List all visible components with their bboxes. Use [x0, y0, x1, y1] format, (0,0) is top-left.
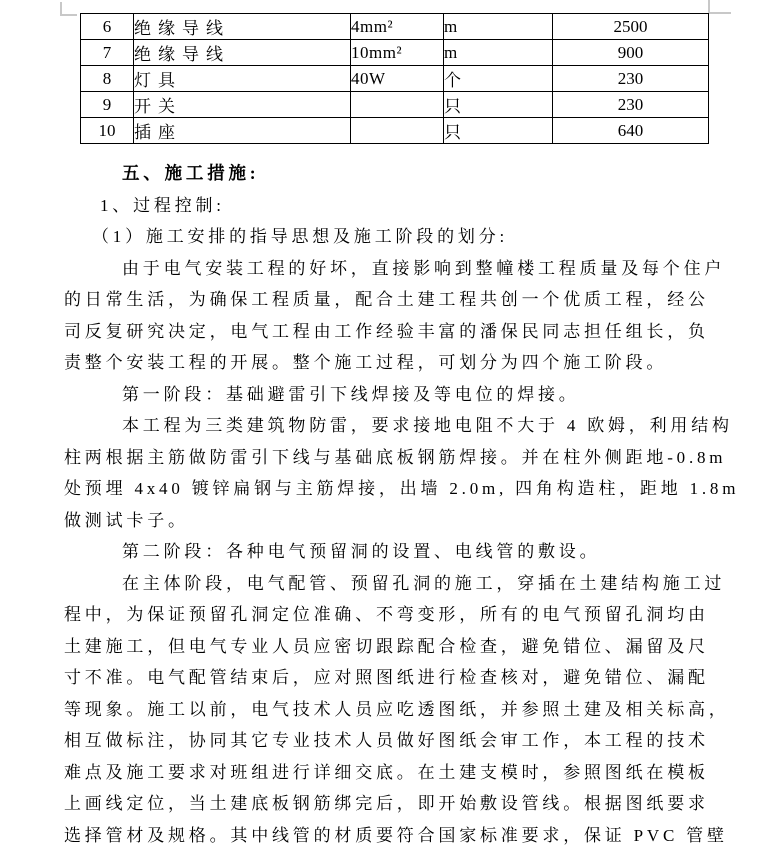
- text-line: 程中，为保证预留孔洞定位准确、不弯变形，所有的电气预留孔洞均由: [64, 605, 709, 624]
- text-line: （1）施工安排的指导思想及施工阶段的划分:: [92, 227, 509, 246]
- text-line: 第二阶段：各种电气预留洞的设置、电线管的敷设。: [122, 542, 601, 561]
- table-cell-no: 6: [81, 14, 134, 40]
- table-cell-qty: 900: [553, 40, 709, 66]
- materials-table: [80, 13, 709, 144]
- table-cell-spec: 10mm²: [351, 40, 444, 66]
- margin-mark-top-left-icon: [60, 2, 77, 16]
- table-cell-no: 8: [81, 66, 134, 92]
- text-line: 在主体阶段，电气配管、预留孔洞的施工，穿插在土建结构施工过: [122, 573, 726, 593]
- text-line: 由于电气安装工程的好坏，直接影响到整幢楼工程质量及每个住户: [122, 258, 726, 278]
- text-line: 第一阶段：基础避雷引下线焊接及等电位的焊接。: [122, 384, 580, 404]
- text-line: 的日常生活，为确保工程质量，配合土建工程共创一个优质工程，经公: [64, 290, 709, 309]
- text-line: 本工程为三类建筑物防雷，要求接地电阻不大于 4 欧姆，利用结构: [122, 416, 733, 435]
- table-cell-unit: 个: [444, 66, 553, 92]
- text-line: 处预埋 4x40 镀锌扁钢与主筋焊接，出墙 2.0m, 四角构造柱，距地 1.8m: [64, 479, 740, 498]
- table-row: [81, 40, 709, 66]
- table-cell-unit: m: [444, 40, 553, 66]
- text-line: 相互做标注，协同其它专业技术人员做好图纸会审工作，本工程的技术: [64, 731, 709, 750]
- text-line: 责整个安装工程的开展。整个施工过程，可划分为四个施工阶段。: [64, 353, 668, 372]
- text-line: 上画线定位，当土建底板钢筋绑完后，即开始敷设管线。根据图纸要求: [64, 794, 709, 813]
- text-line: 做测试卡子。: [64, 510, 189, 530]
- margin-mark-top-right-icon: [708, 0, 731, 14]
- table-cell-spec: [351, 118, 444, 144]
- table-cell-unit: m: [444, 14, 553, 40]
- table-cell-qty: 230: [553, 92, 709, 118]
- materials-table-body: [81, 14, 709, 144]
- text-line: 五、施工措施:: [122, 163, 260, 183]
- table-cell-name: 绝缘导线: [134, 14, 351, 40]
- text-line: 司反复研究决定，电气工程由工作经验丰富的潘保民同志担任组长，负: [64, 321, 709, 341]
- table-row: [81, 118, 709, 144]
- table-cell-unit: 只: [444, 118, 553, 144]
- table-row: [81, 66, 709, 92]
- table-cell-qty: 2500: [553, 14, 709, 40]
- text-line: 土建施工，但电气专业人员应密切跟踪配合检查，避免错位、漏留及尺: [64, 636, 709, 656]
- text-line: 难点及施工要求对班组进行详细交底。在土建支模时，参照图纸在模板: [64, 762, 709, 782]
- table-cell-unit: 只: [444, 92, 553, 118]
- text-line: 1、过程控制:: [100, 195, 225, 215]
- table-cell-no: 7: [81, 40, 134, 66]
- document-body: [64, 158, 740, 851]
- table-cell-qty: 640: [553, 118, 709, 144]
- text-line: 等现象。施工以前，电气技术人员应吃透图纸，并参照土建及相关标高，: [64, 699, 730, 719]
- table-cell-name: 插座: [134, 118, 351, 144]
- text-line: 寸不准。电气配管结束后，应对照图纸进行检查核对，避免错位、漏配: [64, 668, 709, 687]
- table-cell-spec: [351, 92, 444, 118]
- table-cell-spec: 4mm²: [351, 14, 444, 40]
- table-cell-no: 9: [81, 92, 134, 118]
- table-cell-name: 开关: [134, 92, 351, 118]
- table-cell-name: 灯具: [134, 66, 351, 92]
- table-cell-name: 绝缘导线: [134, 40, 351, 66]
- text-line: 柱两根据主筋做防雷引下线与基础底板钢筋焊接。并在柱外侧距地-0.8m: [64, 447, 727, 467]
- table-row: [81, 92, 709, 118]
- table-cell-qty: 230: [553, 66, 709, 92]
- text-line: 选择管材及规格。其中线管的材质要符合国家标准要求，保证 PVC 管壁: [64, 825, 728, 845]
- table-row: [81, 14, 709, 40]
- table-cell-no: 10: [81, 118, 134, 144]
- table-cell-spec: 40W: [351, 66, 444, 92]
